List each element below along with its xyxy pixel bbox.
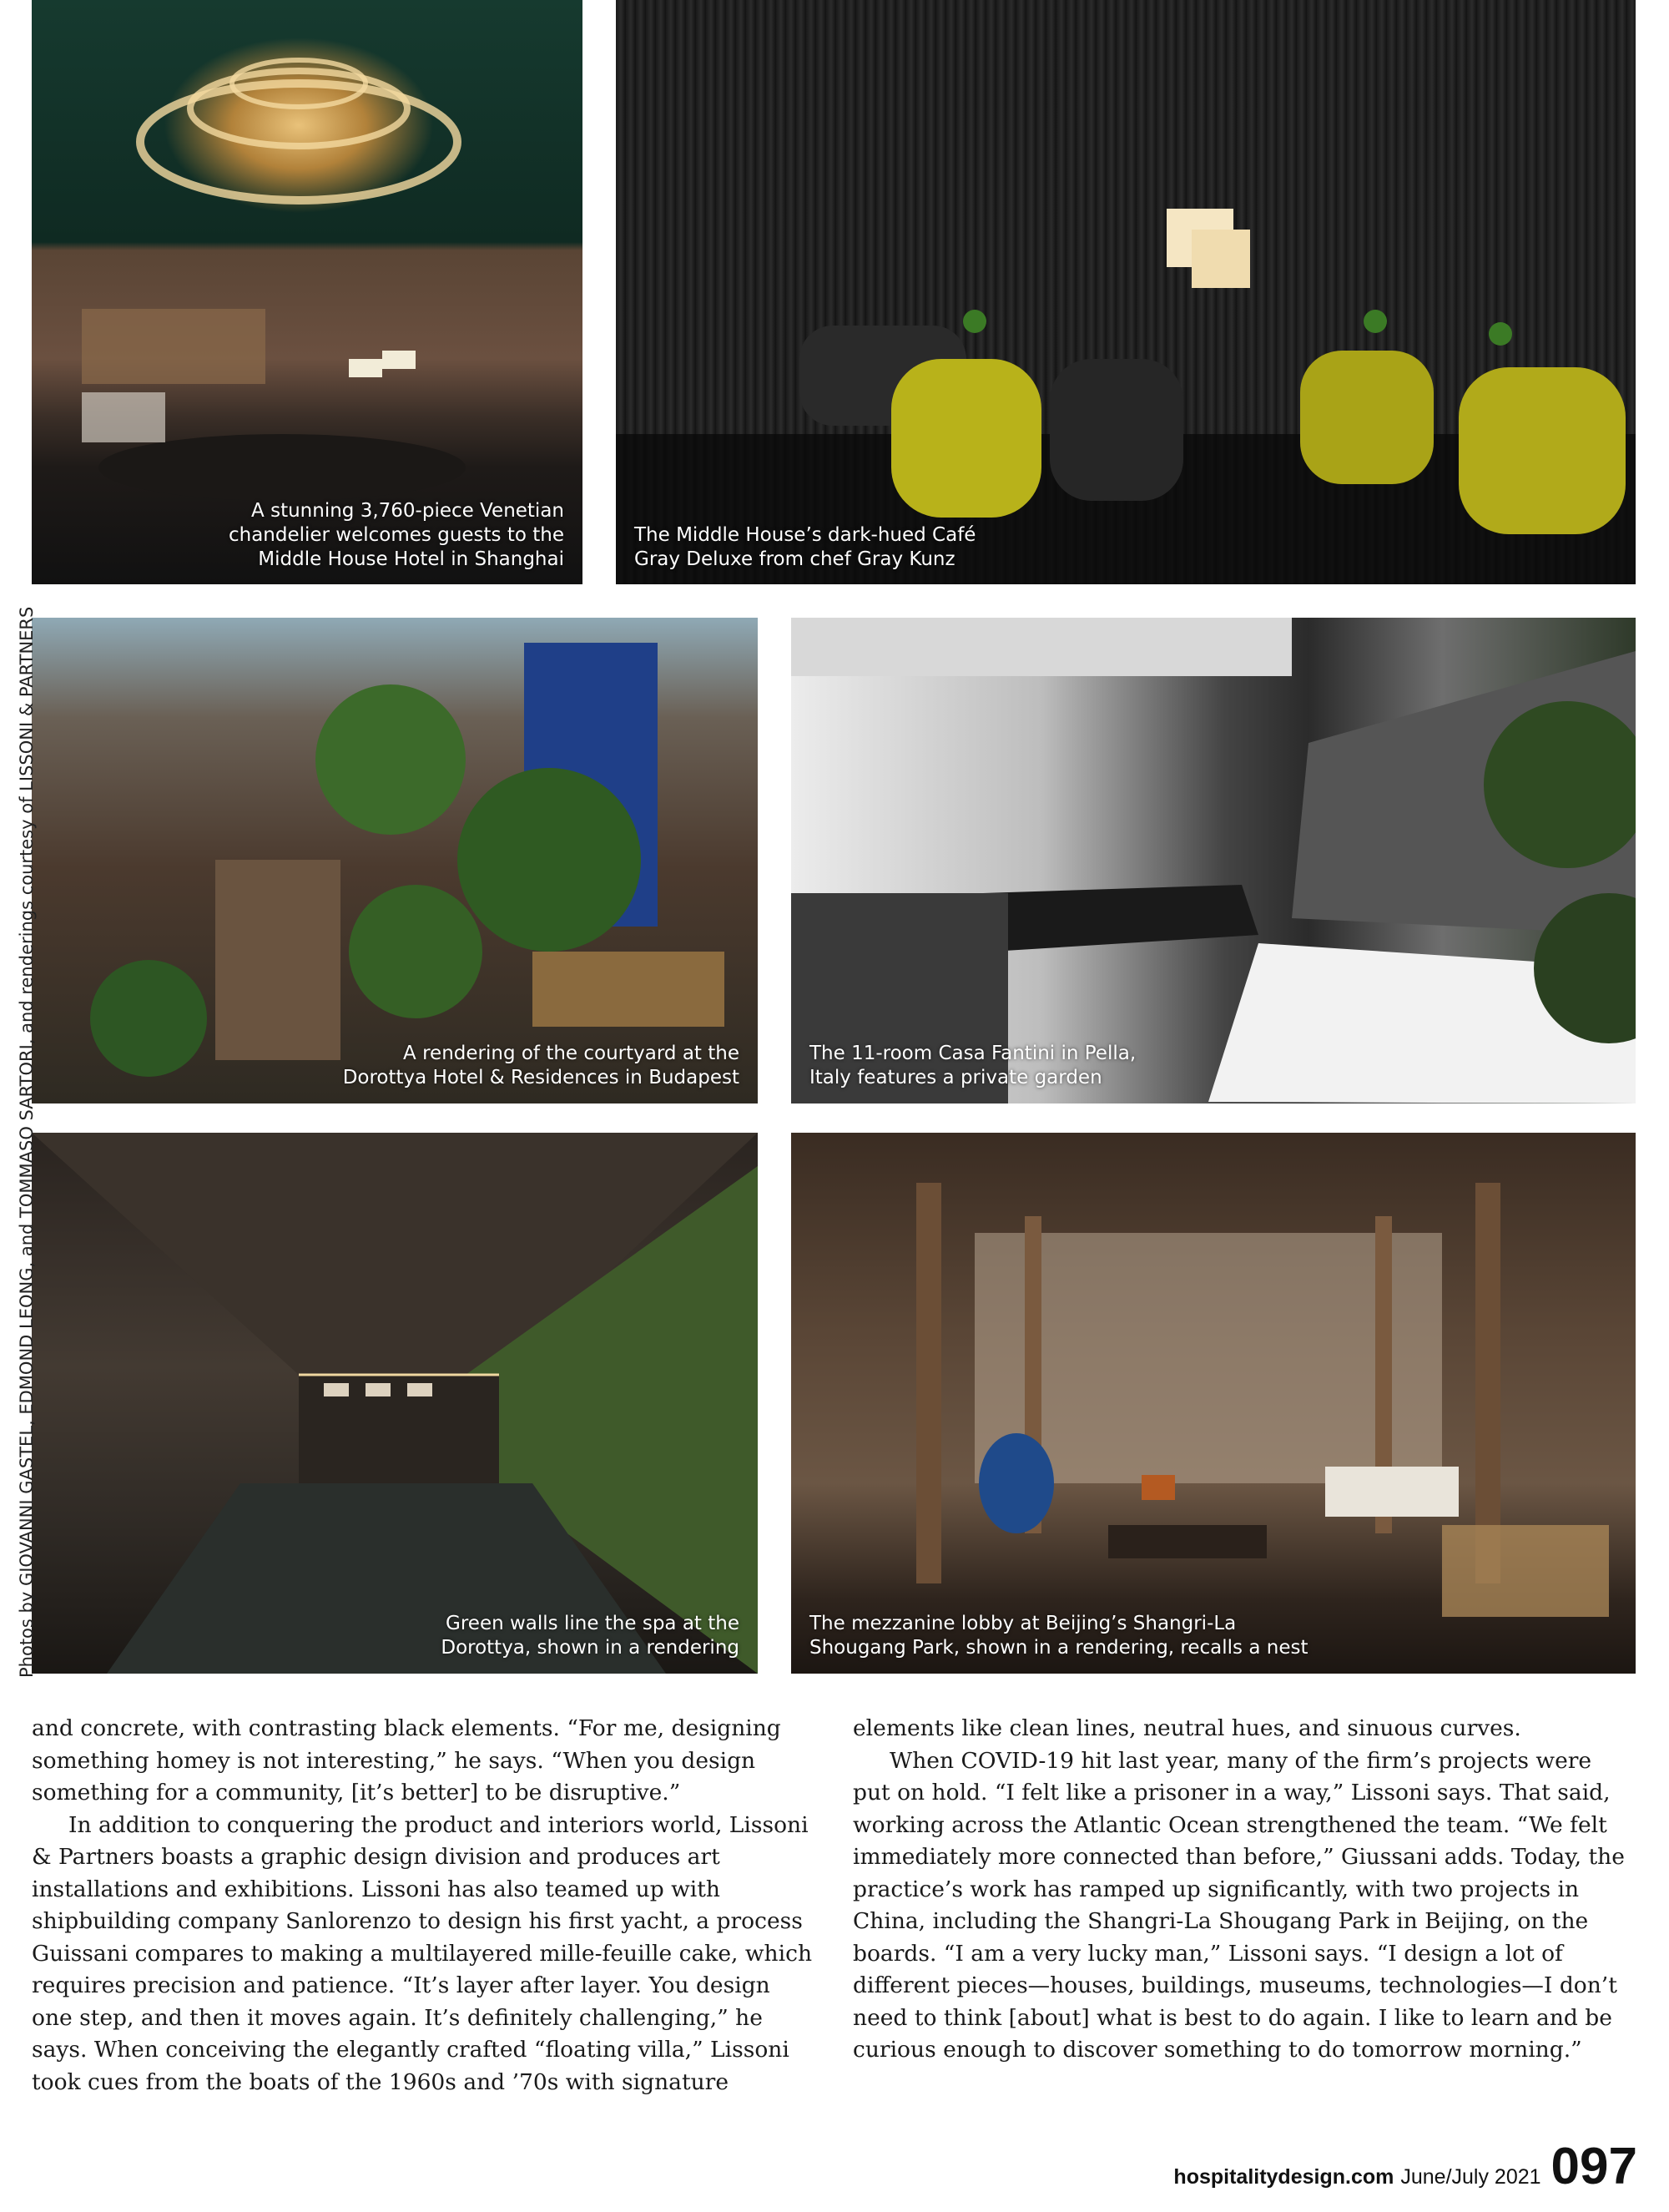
photo-caption: Green walls line the spa at the Dorottya, shown in a rendering: [441, 1613, 739, 1659]
photo-caption: The 11-room Casa Fantini in Pella, Italy features a private garden: [809, 1043, 1137, 1088]
photo-mezzanine-lobby: [791, 1133, 1636, 1674]
photo-chandelier-lobby: [32, 0, 582, 584]
paragraph: In addition to conquering the product and interiors world, Lissoni & Partners boasts a graphic design division and produces art installations and exhibitions. Lissoni has also teamed up with shipbuilding company Sanlorenzo to design his first yacht, a process Guissani compares to making a multilayered mille-feuille cake, which requires precision and patience. “It’s layer after layer. You design one step, and then it moves again. It’s definitely challenging,” he says. When conceiving the elegantly crafted “floating villa,” Lissoni took cues from the boats of the 1960s and ’70s with signature: [32, 1811, 813, 2095]
cafe-illustration: [616, 0, 1636, 584]
issue-date: June/July 2021: [1400, 2165, 1541, 2189]
courtyard-illustration: [32, 618, 758, 1103]
body-column-left: [32, 1713, 816, 2098]
chandelier-illustration: [32, 0, 582, 584]
photo-caption: The Middle House’s dark-hued Café Gray Deluxe from chef Gray Kunz: [634, 524, 976, 570]
paragraph: and concrete, with contrasting black elements. “For me, designing something homey is not interesting,” he says. “When you design something for a community, [it’s better] to be disruptive.”: [32, 1715, 781, 1805]
paragraph: When COVID-19 hit last year, many of the firm’s projects were put on hold. “I felt like a prisoner in a way,” Lissoni says. That said, working across the Atlantic Ocean strengthened the team. “We felt immediately more connected than before,” Giussani adds. Today, the practice’s work has ramped up significantly, with two projects in China, including the Shangri-La Shougang Park in Beijing, on the boards. “I am a very lucky man,” Lissoni says. “I design a lot of different pieces—houses, buildings, museums, technologies—I don’t need to think [about] what is best to do again. I like to learn and be curious enough to discover something to do tomorrow morning.”: [853, 1747, 1625, 2063]
paragraph: elements like clean lines, neutral hues, and sinuous curves.: [853, 1715, 1521, 1741]
photo-spa-rendering: [32, 1133, 758, 1674]
photo-caption: The mezzanine lobby at Beijing’s Shangri-La Shougang Park, shown in a rendering, recalls a nest: [809, 1613, 1308, 1659]
spa-illustration: [32, 1133, 758, 1674]
website-link[interactable]: hospitalitydesign.com: [1173, 2165, 1394, 2189]
photo-casa-fantini: [791, 618, 1636, 1103]
page-number: 097: [1551, 2138, 1637, 2195]
photo-credit: Photos by GIOVANNI GASTEL, EDMOND LEONG, and TOMMASO SARTORI, and renderings courtesy of LISSONI & PARTNERS: [17, 606, 37, 1678]
photo-caption: A rendering of the courtyard at the Dorottya Hotel & Residences in Budapest: [342, 1043, 739, 1088]
casa-fantini-illustration: [791, 618, 1636, 1103]
page-footer: [1173, 2137, 1637, 2195]
photo-dark-cafe: [616, 0, 1636, 584]
photo-courtyard-rendering: [32, 618, 758, 1103]
photo-caption: A stunning 3,760-piece Venetian chandelier welcomes guests to the Middle House Hotel in Shanghai: [228, 500, 564, 570]
body-column-right: [853, 1713, 1636, 2067]
lobby-illustration: [791, 1133, 1636, 1674]
